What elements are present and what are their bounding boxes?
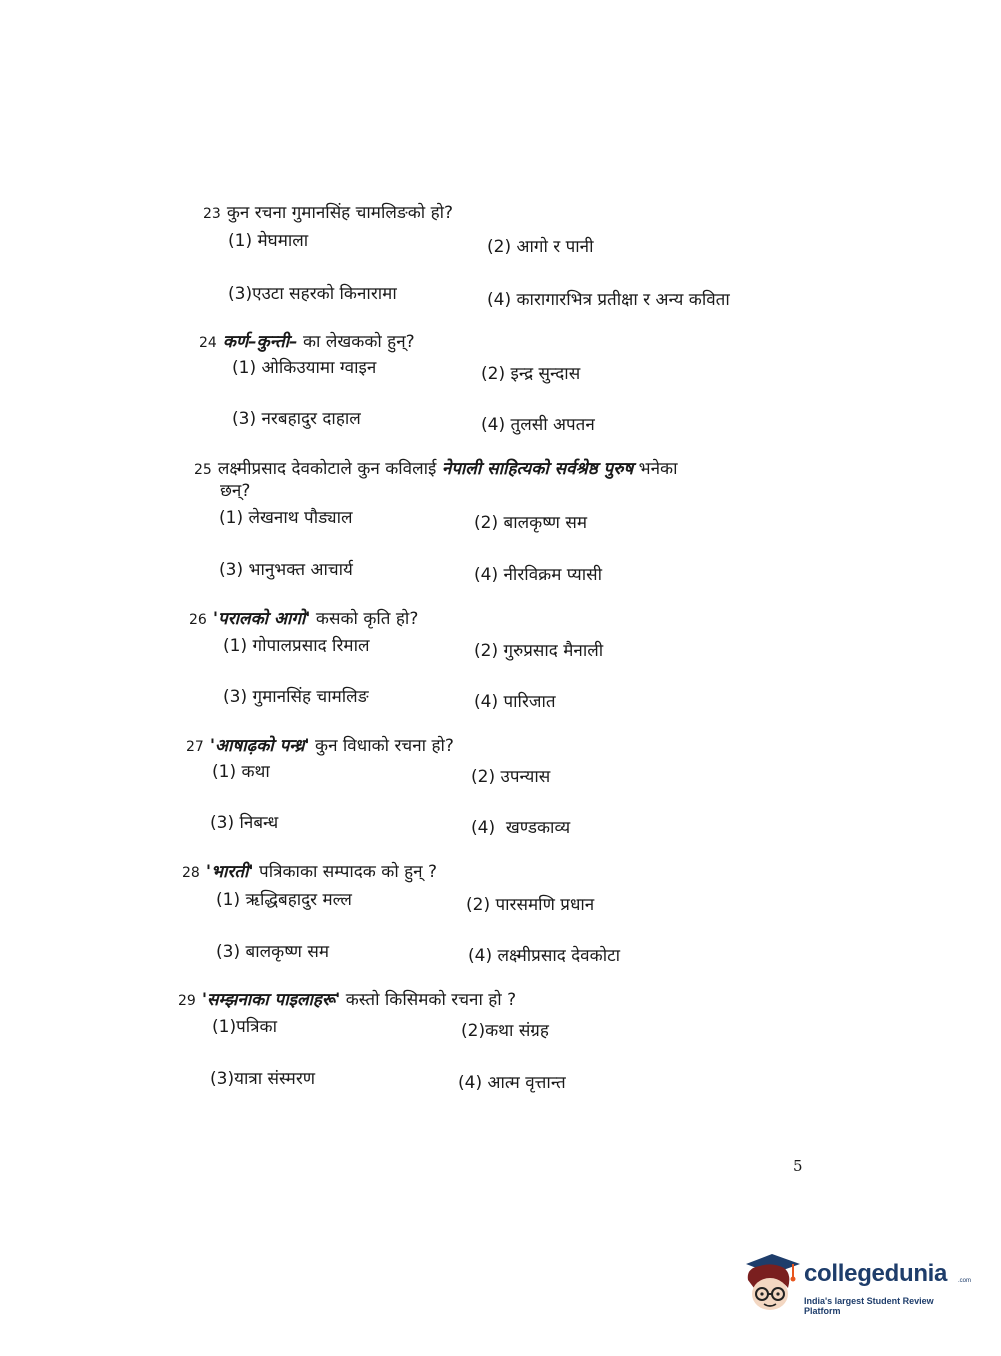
collegedunia-logo[interactable] [742,1250,972,1320]
option-2: (2) पारसमणि प्रधान [466,895,595,915]
option-3: (3) भानुभक्त आचार्य [219,560,353,580]
question-stem: कसको कृति हो? [310,609,419,629]
option-1: (1) लेखनाथ पौड्याल [219,508,353,528]
question-text [203,202,453,225]
option-2: (2) आगो र पानी [487,237,594,257]
question-stem: पत्रिकाका सम्पादक को हुन् ? [253,862,438,882]
option-1: (1) मेघमाला [228,231,309,251]
option-4: (4) पारिजात [474,692,556,712]
question-stem-end: भनेका [633,459,678,479]
question-number: 29 [178,993,196,1009]
page-number: 5 [793,1157,803,1175]
logo-domain-suffix: .com [958,1278,972,1284]
question-stem: लक्ष्मीप्रसाद देवकोटाले कुन कविलाई [217,459,442,479]
logo-tagline: India's largest Student Review Platform [804,1296,934,1316]
question-number: 27 [186,739,204,755]
option-4: (4) कारागारभित्र प्रतीक्षा र अन्य कविता [487,290,730,310]
option-2: (2) उपन्यास [471,767,551,787]
option-4: (4) लक्ष्मीप्रसाद देवकोटा [468,946,621,966]
option-1: (1) गोपालप्रसाद रिमाल [223,636,370,656]
option-3: (3) निबन्ध [210,813,279,833]
option-1: (1) कथा [212,762,270,782]
option-1: (1) ओकिउयामा ग्वाइन [232,358,377,378]
question-number: 24 [199,335,217,351]
option-2: (2)कथा संग्रह [461,1021,549,1041]
option-4: (4) आत्म वृत्तान्त [458,1073,566,1093]
question-text [199,331,415,354]
question-stem: कस्तो किसिमको रचना हो ? [340,990,517,1010]
work-title: 'आषाढ़को पन्ध्र' [209,736,310,756]
option-2: (2) बालकृष्ण सम [474,513,588,533]
question-stem: का लेखकको हुन्? [297,332,415,352]
option-1: (1) ऋद्धिबहादुर मल्ल [216,890,352,910]
question-text [178,989,516,1012]
question-text [182,861,437,884]
option-1: (1)पत्रिका [212,1017,277,1037]
question-text-line2: छन्? [220,481,251,501]
option-2: (2) इन्द्र सुन्दास [481,364,581,384]
question-number: 23 [203,206,221,222]
quoted-phrase: नेपाली साहित्यको सर्वश्रेष्ठ पुरुष [441,459,634,479]
option-3: (3)एउटा सहरको किनारामा [228,284,397,304]
work-title: 'परालको आगो' [212,609,311,629]
work-title: 'सम्झनाका पाइलाहरू' [201,990,341,1010]
option-3: (3) नरबहादुर दाहाल [232,409,361,429]
work-title: 'भारती' [205,862,254,882]
option-3: (3)यात्रा संस्मरण [210,1069,316,1089]
mascot-icon [742,1250,804,1320]
question-text [189,608,418,631]
question-stem: कुन रचना गुमानसिंह चामलिङको हो? [226,203,454,223]
option-4: (4) खण्डकाव्य [471,818,571,838]
logo-wordmark: collegedunia [804,1260,948,1287]
question-number: 28 [182,865,200,881]
question-stem: कुन विधाको रचना हो? [309,736,454,756]
question-text [194,458,677,481]
question-number: 25 [194,462,212,478]
option-3: (3) बालकृष्ण सम [216,942,330,962]
work-title: कर्ण–कुन्ती– [222,332,298,352]
option-4: (4) तुलसी अपतन [481,415,595,435]
option-4: (4) नीरविक्रम प्यासी [474,565,603,585]
option-2: (2) गुरुप्रसाद मैनाली [474,641,604,661]
question-text [186,735,454,758]
question-number: 26 [189,612,207,628]
option-3: (3) गुमानसिंह चामलिङ [223,687,369,707]
